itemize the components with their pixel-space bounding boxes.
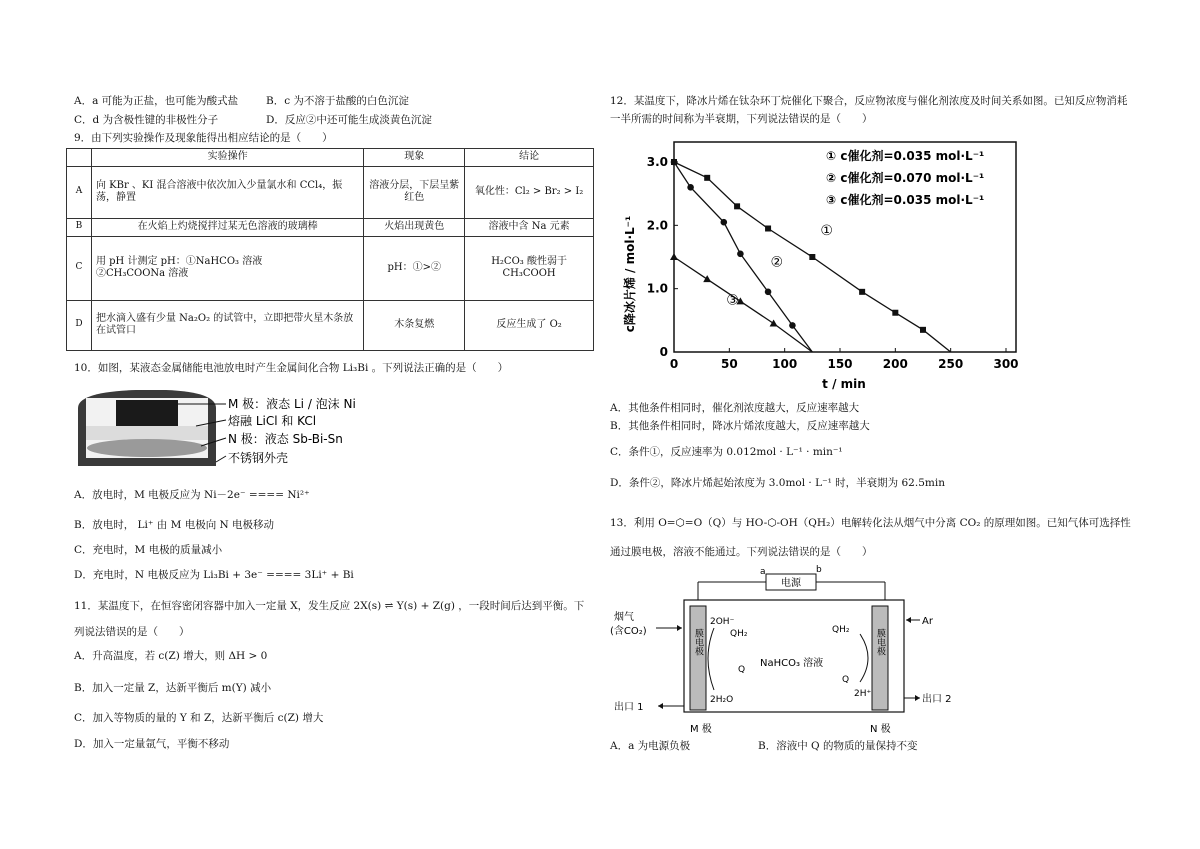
- row-label: D: [67, 300, 92, 350]
- y-tick-label: 0: [659, 345, 668, 359]
- q9-header-op: 实验操作: [91, 149, 363, 167]
- row-phenomenon: 火焰出现黄色: [364, 218, 465, 236]
- q11-option-c[interactable]: C．加入等物质的量的 Y 和 Z，达新平衡后 c(Z) 增大: [74, 712, 324, 724]
- legend-entry: ① c催化剂=0.035 mol·L⁻¹: [826, 149, 985, 163]
- q10-stem: 10．如图，某液态金属储能电池放电时产生金属间化合物 Li₃Bi 。下列说法正确的是（ ）: [74, 362, 509, 374]
- q12-option-d[interactable]: D．条件②，降冰片烯起始浓度为 3.0mol · L⁻¹ 时，半衰期为 62.5min: [610, 477, 945, 489]
- m-membrane-electrode: [690, 606, 706, 710]
- n-membrane-label: 膜电极: [875, 628, 885, 656]
- data-point: [671, 159, 678, 166]
- q8-option-b[interactable]: B．c 为不溶于盐酸的白色沉淀: [266, 95, 409, 107]
- ar-arrow-head: [906, 617, 911, 623]
- y-tick-label: 3.0: [646, 155, 668, 169]
- row-conclusion: 氧化性：Cl₂ > Br₂ > I₂: [465, 166, 594, 218]
- q13-stem-2: 通过膜电极，溶液不能通过。下列说法错误的是（ ）: [610, 546, 873, 558]
- m-pole-label: M 极: [690, 724, 712, 735]
- y-tick-label: 1.0: [646, 281, 668, 296]
- data-point: [859, 289, 865, 295]
- q9-stem: 9．由下列实验操作及现象能得出相应结论的是（ ）: [74, 132, 333, 144]
- right-curve-arrow: [860, 634, 868, 682]
- data-point: [721, 219, 728, 226]
- flue-arrow-head: [677, 625, 682, 631]
- legend-entry: ③ c催化剂=0.035 mol·L⁻¹: [826, 193, 985, 207]
- q12-stem-1: 12．某温度下，降冰片烯在钛杂环丁烷催化下聚合，反应物浓度与催化剂浓度及时间关系如图。已知反应物消耗: [610, 95, 1128, 107]
- m-membrane-label: 膜电极: [693, 628, 703, 656]
- n-pole-label: N 极: [870, 724, 891, 735]
- chart-axes: [647, 155, 1019, 371]
- series-tag: ①: [820, 222, 833, 239]
- q13-stem-1: 13．利用 O=⬡=O（Q）与 HO-⬡-OH（QH₂）电解转化法从烟气中分离 CO₂ 的原理如图。已知气体可选择性: [610, 517, 1131, 529]
- label-n: N 极：液态 Sb-Bi-Sn: [228, 432, 343, 446]
- q12-stem-2: 一半所需的时间称为半衰期，下列说法错误的是（ ）: [610, 113, 873, 125]
- battery-figure: [76, 386, 376, 472]
- outlet-2-label: 出口 2: [922, 694, 952, 705]
- x-tick-label: 250: [938, 357, 964, 371]
- left-2h2o: 2H₂O: [710, 695, 734, 705]
- right-qh2: QH₂: [832, 625, 850, 635]
- legend-entry: ② c催化剂=0.070 mol·L⁻¹: [826, 171, 985, 185]
- q11-stem-2: 列说法错误的是（ ）: [74, 626, 190, 638]
- left-curve-arrow: [708, 628, 714, 690]
- data-point: [703, 275, 711, 282]
- row-phenomenon: 溶液分层，下层呈紫红色: [364, 166, 465, 218]
- x-tick-label: 300: [993, 357, 1019, 371]
- row-conclusion: H₂CO₃ 酸性弱于 CH₃COOH: [465, 236, 594, 300]
- left-2oh: 2OH⁻: [710, 617, 735, 627]
- x-tick-label: 0: [669, 357, 679, 371]
- ar-label: Ar: [922, 616, 933, 627]
- data-point: [670, 253, 678, 260]
- q13-option-a[interactable]: A．a 为电源负极: [610, 740, 691, 752]
- x-tick-label: 150: [827, 357, 853, 371]
- row-conclusion: 反应生成了 O₂: [465, 300, 594, 350]
- q8-option-c[interactable]: C．d 为含极性键的非极性分子: [74, 114, 219, 126]
- q10-option-c[interactable]: C．充电时，M 电极的质量减小: [74, 544, 223, 556]
- row-conclusion: 溶液中含 Na 元素: [465, 218, 594, 236]
- q9-header-phen: 现象: [364, 149, 465, 167]
- q8-option-a[interactable]: A．a 可能为正盐，也可能为酸式盐: [74, 95, 239, 107]
- x-axis-label: t / min: [822, 377, 866, 391]
- chart-series: [670, 159, 951, 352]
- data-point: [734, 203, 740, 209]
- q11-option-a[interactable]: A．升高温度，若 c(Z) 增大，则 ΔH > 0: [74, 650, 268, 662]
- row-label: C: [67, 236, 92, 300]
- left-qh2: QH₂: [730, 629, 748, 639]
- q12-option-a[interactable]: A．其他条件相同时，催化剂浓度越大，反应速率越大: [610, 402, 860, 414]
- row-operation: 向 KBr 、KI 混合溶液中依次加入少量氯水和 CCl₄，振荡，静置: [91, 166, 363, 218]
- data-point: [892, 310, 898, 316]
- label-salt: 熔融 LiCl 和 KCl: [228, 414, 317, 428]
- q9-table: [66, 148, 594, 351]
- leader-shell: [216, 456, 226, 462]
- q10-option-a[interactable]: A．放电时，M 电极反应为 Ni－2e⁻ ==== Ni²⁺: [74, 489, 310, 501]
- data-point: [765, 289, 772, 296]
- q11-option-d[interactable]: D．加入一定量氩气，平衡不移动: [74, 738, 230, 750]
- q9-row-a[interactable]: [67, 166, 594, 218]
- flue-sub-label: (含CO₂): [610, 626, 647, 637]
- q9-table-corner: [67, 149, 92, 167]
- q11-option-b[interactable]: B．加入一定量 Z，达新平衡后 m(Y) 减小: [74, 682, 272, 694]
- outlet-1-label: 出口 1: [614, 702, 644, 713]
- x-tick-label: 100: [772, 357, 798, 371]
- data-point: [704, 175, 710, 181]
- row-phenomenon: pH：①>②: [364, 236, 465, 300]
- row-phenomenon: 木条复燃: [364, 300, 465, 350]
- data-point: [809, 254, 815, 260]
- y-tick-label: 2.0: [646, 218, 668, 233]
- data-point: [687, 184, 694, 191]
- right-2h: 2H⁺: [854, 689, 872, 699]
- outlet-1-arrow-head: [658, 703, 663, 709]
- terminal-a: a: [760, 567, 766, 577]
- row-operation: 把水滴入盛有少量 Na₂O₂ 的试管中，立即把带火星木条放在试管口: [91, 300, 363, 350]
- y-axis-label: c降冰片烯 / mol·L⁻¹: [623, 215, 637, 333]
- left-q: Q: [738, 665, 746, 675]
- right-q: Q: [842, 675, 850, 685]
- data-point: [770, 320, 778, 327]
- electrolysis-diagram: [610, 562, 970, 740]
- row-operation: 在火焰上灼烧搅拌过某无色溶液的玻璃棒: [91, 218, 363, 236]
- series-tag: ②: [770, 254, 784, 271]
- row-label: B: [67, 218, 92, 236]
- q8-option-d[interactable]: D．反应②中还可能生成淡黄色沉淀: [266, 114, 432, 126]
- data-point: [737, 251, 744, 258]
- solution-label: NaHCO₃ 溶液: [760, 658, 824, 669]
- q12-chart: [616, 134, 1036, 396]
- data-point: [920, 327, 926, 333]
- x-tick-label: 200: [882, 357, 908, 371]
- molten-salt: [86, 426, 208, 440]
- row-operation: 用 pH 计测定 pH：①NaHCO₃ 溶液 ②CH₃COONa 溶液: [91, 236, 363, 300]
- series-line-3: [674, 254, 812, 352]
- chart-legend: [826, 148, 984, 207]
- q9-row-c[interactable]: [67, 236, 594, 300]
- q10-option-d[interactable]: D．充电时，N 电极反应为 Li₃Bi + 3e⁻ ==== 3Li⁺ + Bi: [74, 569, 354, 581]
- data-point: [789, 322, 796, 329]
- x-tick-label: 50: [720, 357, 738, 371]
- m-electrode: [116, 400, 178, 426]
- flue-label: 烟气: [614, 612, 634, 623]
- row-label: A: [67, 166, 92, 218]
- data-point: [765, 226, 771, 232]
- q9-row-d[interactable]: [67, 300, 594, 350]
- q9-header-concl: 结论: [465, 149, 594, 167]
- outlet-2-arrow-head: [915, 695, 920, 701]
- power-label: 电源: [781, 578, 801, 589]
- label-m: M 极：液态 Li / 泡沫 Ni: [228, 397, 356, 411]
- n-electrode: [87, 439, 207, 457]
- q12-option-b[interactable]: B．其他条件相同时，降冰片烯浓度越大，反应速率越大: [610, 420, 870, 432]
- n-membrane-electrode: [872, 606, 888, 710]
- q12-option-c[interactable]: C．条件①，反应速率为 0.012mol · L⁻¹ · min⁻¹: [610, 446, 843, 458]
- q13-option-b[interactable]: B．溶液中 Q 的物质的量保持不变: [758, 740, 918, 752]
- q11-stem-1: 11．某温度下，在恒容密闭容器中加入一定量 X，发生反应 2X(s) ⇌ Y(s) + Z(g) ，一段时间后达到平衡。下: [74, 600, 585, 612]
- series-tag: ③: [726, 292, 739, 309]
- q10-option-b[interactable]: B．放电时， Li⁺ 由 M 电极向 N 电极移动: [74, 519, 275, 531]
- q9-row-b[interactable]: [67, 218, 594, 236]
- label-shell: 不锈钢外壳: [228, 451, 289, 465]
- terminal-b: b: [816, 565, 822, 575]
